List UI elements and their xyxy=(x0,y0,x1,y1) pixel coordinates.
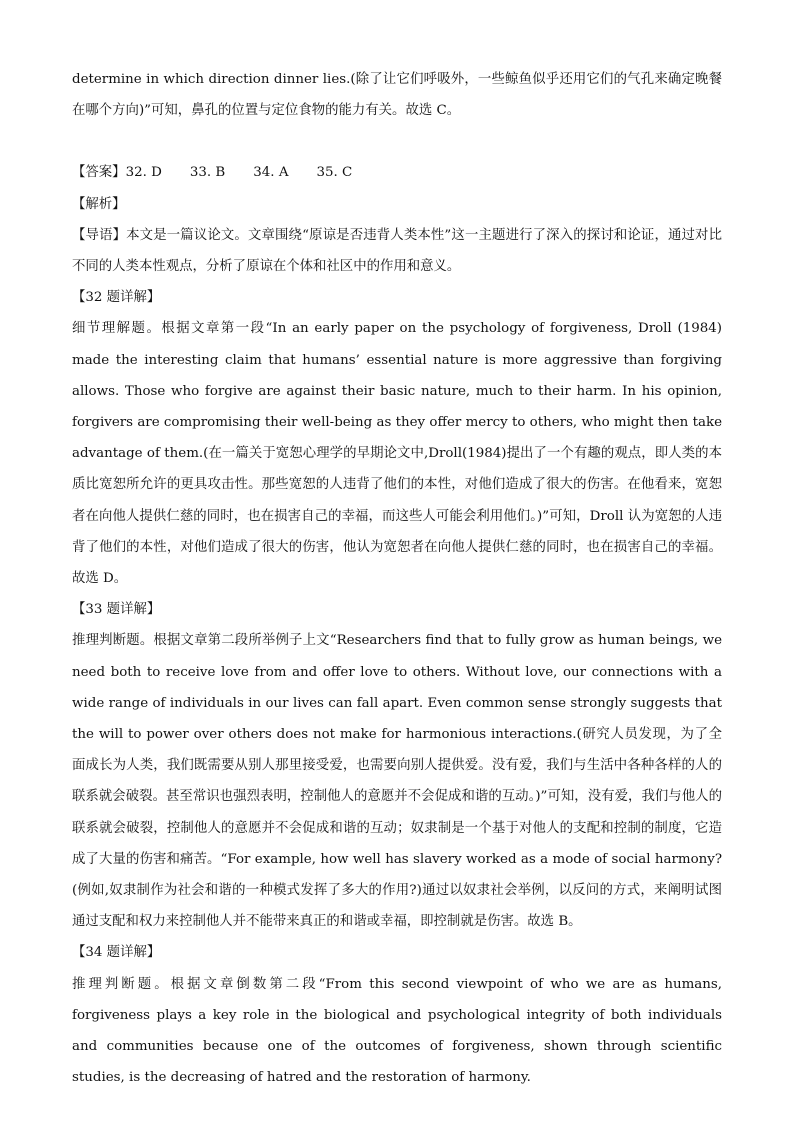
q33-heading: 【33 题详解】 xyxy=(72,602,161,618)
analysis-heading: 【解析】 xyxy=(72,196,126,212)
q34-heading: 【34 题详解】 xyxy=(72,945,161,961)
answer-33: 33. B xyxy=(189,165,226,181)
q34-explanation: 推理判断题。根据文章倒数第二段“From this second viewpoint of who we are as humans, forgiveness plays a key role in the biological and psychological integrity of both individuals and communities because one of the outcomes of forgiveness, shown through scientific studies, is the decreasing of hatred and the restoration of harmony. xyxy=(72,976,722,1086)
answer-35: 35. C xyxy=(316,165,353,181)
q33-explanation: 推理判断题。根据文章第二段所举例子上文“Researchers find that to fully grow as human beings, we need both to receive love from and offer love to others. Without love, our connections with a wide range of individuals in our lives can fall apart. Even common sense strongly suggests that the will to power over others does not make for harmonious interactions.(研究人员发现，为了全面成长为人类，我们既需要从别人那里接受爱，也需要向别人提供爱。没有爱，我们与生活中各种各样的人的联系就会破裂。甚至常识也强烈表明，控制他人的意愿并不会促成和谐的互动。)”可知，没有爱，我们与他人的联系就会破裂，控制他人的意愿并不会促成和谐的互动；奴隶制是一个基于对他人的支配和控制的制度，它造成了大量的伤害和痛苦。“For example, how well has slavery worked as a mode of social harmony?(例如,奴隶制作为社会和谐的一种模式发挥了多大的作用?)通过以奴隶社会举例，以反问的方式，来阐明试图通过支配和权力来控制他人并不能带来真正的和谐或幸福，即控制就是伤害。故选 B。 xyxy=(72,633,722,930)
daoyu-paragraph: 【导语】本文是一篇议论文。文章围绕“原谅是否违背人类本性”这一主题进行了深入的探讨和论证，通过对比不同的人类本性观点，分析了原谅在个体和社区中的作用和意义。 xyxy=(72,227,722,275)
q32-explanation: 细节理解题。根据文章第一段“In an early paper on the psychology of forgiveness, Droll (1984) made the interesting claim that humans’ essential nature is more aggressive than forgiving allows. Those who forgive are against their basic nature, much to their harm. In his opinion, forgivers are compromising their well-being as they offer mercy to others, who might then take advantage of them.(在一篇关于宽恕心理学的早期论文中,Droll(1984)提出了一个有趣的观点，即人类的本质比宽恕所允许的更具攻击性。那些宽恕的人违背了他们的本性，对他们造成了很大的伤害。在他看来，宽恕者在向他人提供仁慈的同时，也在损害自己的幸福，而这些人可能会利用他们。)”可知，Droll 认为宽恕的人违背了他们的本性，对他们造成了很大的伤害，他认为宽恕者在向他人提供仁慈的同时，也在损害自己的幸福。故选 D。 xyxy=(72,321,722,587)
answer-32: 32. D xyxy=(125,165,162,181)
q32-heading: 【32 题详解】 xyxy=(72,290,161,306)
answer-34: 34. A xyxy=(253,165,289,181)
answer-prefix: 【答案】 xyxy=(72,165,126,181)
intro-paragraph: determine in which direction dinner lies.(除了让它们呼吸外，一些鲸鱼似乎还用它们的气孔来确定晚餐在哪个方向)”可知，鼻孔的位置与定位食物的能力有关。故选 C。 xyxy=(72,72,722,119)
section-gap xyxy=(72,126,722,157)
answer-line xyxy=(72,157,722,188)
